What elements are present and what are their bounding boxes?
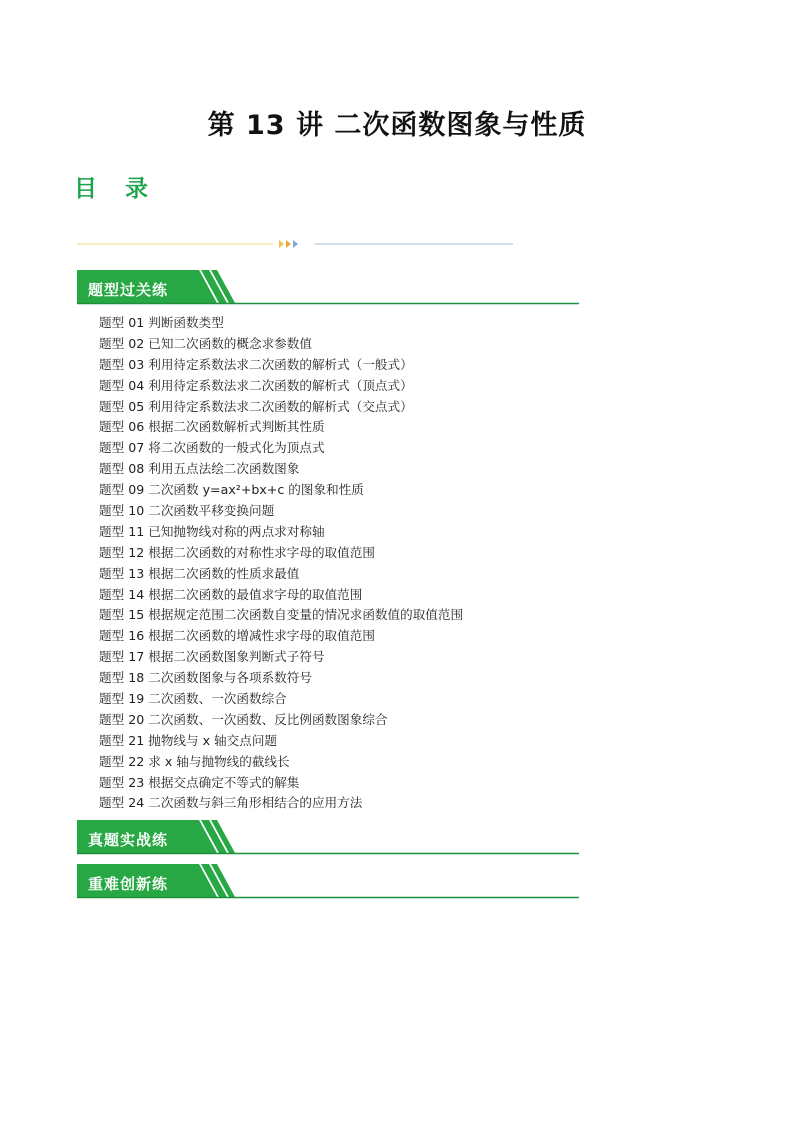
list-item[interactable]: 题型 21 抛物线与 x 轴交点问题	[99, 732, 278, 748]
list-item[interactable]: 题型 05 利用待定系数法求二次函数的解析式（交点式）	[99, 398, 413, 414]
arrow-icon	[279, 240, 284, 248]
toc-heading: 目 录	[74, 176, 159, 202]
arrow-icon	[293, 240, 298, 248]
section-label: 题型过关练	[88, 281, 169, 299]
list-item[interactable]: 题型 18 二次函数图象与各项系数符号	[99, 670, 312, 686]
section-label: 真题实战练	[88, 831, 169, 849]
list-item[interactable]: 题型 23 根据交点确定不等式的解集	[99, 774, 300, 790]
list-item[interactable]: 题型 13 根据二次函数的性质求最值	[99, 565, 300, 581]
list-item[interactable]: 题型 10 二次函数平移变换问题	[99, 503, 275, 519]
list-item[interactable]: 题型 07 将二次函数的一般式化为顶点式	[99, 440, 325, 456]
list-item[interactable]: 题型 20 二次函数、一次函数、反比例函数图象综合	[99, 711, 388, 727]
page-title: 第 13 讲 二次函数图象与性质	[207, 110, 587, 141]
list-item[interactable]: 题型 06 根据二次函数解析式判断其性质	[99, 419, 325, 435]
list-item[interactable]: 题型 03 利用待定系数法求二次函数的解析式（一般式）	[99, 356, 413, 372]
topic-list	[99, 313, 463, 814]
list-item[interactable]: 题型 04 利用待定系数法求二次函数的解析式（顶点式）	[99, 377, 413, 393]
section-banner-innovation[interactable]	[77, 864, 579, 900]
list-item[interactable]: 题型 24 二次函数与斜三角形相结合的应用方法	[99, 795, 363, 811]
decorative-divider	[77, 238, 513, 250]
list-item[interactable]: 题型 14 根据二次函数的最值求字母的取值范围	[99, 586, 363, 602]
list-item[interactable]: 题型 02 已知二次函数的概念求参数值	[99, 335, 312, 351]
list-item[interactable]: 题型 15 根据规定范围二次函数自变量的情况求函数值的取值范围	[99, 607, 464, 623]
list-item[interactable]: 题型 12 根据二次函数的对称性求字母的取值范围	[99, 544, 375, 560]
list-item[interactable]: 题型 11 已知抛物线对称的两点求对称轴	[99, 523, 325, 539]
list-item[interactable]: 题型 01 判断函数类型	[99, 315, 224, 330]
list-item[interactable]: 题型 09 二次函数 y=ax²+bx+c 的图象和性质	[99, 482, 364, 498]
arrow-icon	[286, 240, 291, 248]
list-item[interactable]: 题型 17 根据二次函数图象判断式子符号	[99, 649, 325, 665]
list-item[interactable]: 题型 19 二次函数、一次函数综合	[99, 691, 287, 707]
section-banner-real-exam[interactable]	[77, 820, 579, 856]
list-item[interactable]: 题型 22 求 x 轴与抛物线的截线长	[99, 753, 290, 769]
section-banner-practice[interactable]	[77, 270, 579, 306]
list-item[interactable]: 题型 08 利用五点法绘二次函数图象	[99, 461, 300, 477]
list-item[interactable]: 题型 16 根据二次函数的增减性求字母的取值范围	[99, 628, 375, 644]
section-label: 重难创新练	[88, 875, 169, 893]
